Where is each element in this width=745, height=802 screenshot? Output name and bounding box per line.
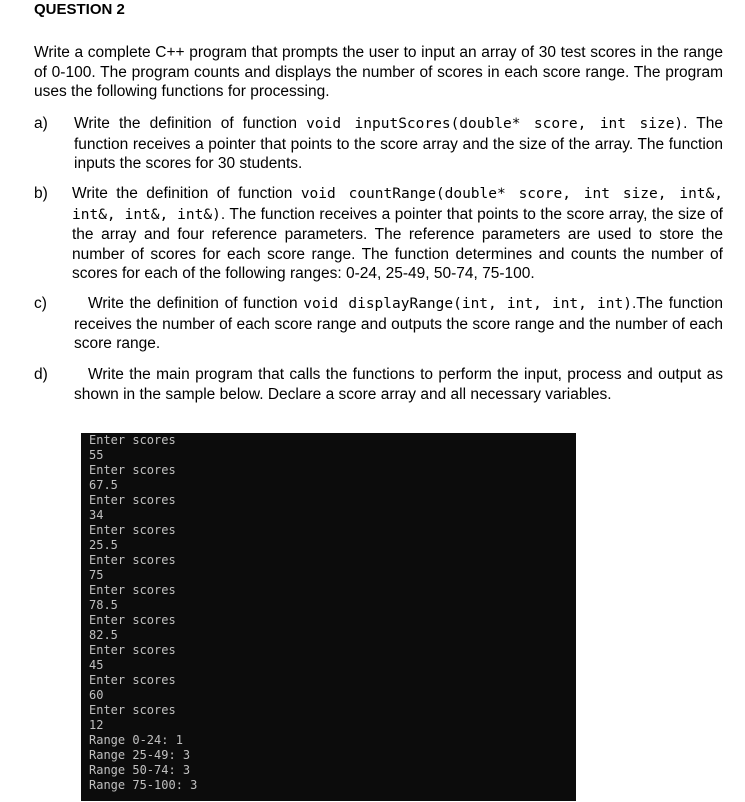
part-d xyxy=(34,365,723,404)
part-b xyxy=(34,184,723,284)
console-line: Enter scores xyxy=(89,433,176,447)
part-body xyxy=(72,184,723,284)
console-line: Enter scores xyxy=(89,493,176,507)
console-line: Enter scores xyxy=(89,643,176,657)
question-heading: QUESTION 2 xyxy=(34,1,125,18)
console-line: Enter scores xyxy=(89,463,176,477)
console-line: Range 25-49: 3 xyxy=(89,748,191,762)
part-text: . The function receives a pointer that points to the score array, the size of the array and four reference parameters. The reference parameters are used to store the number of scores for each score range. The function determines and counts the number of scores for each of the following ranges: 0-24, 25-49, 50-74, 75-100. xyxy=(72,205,723,283)
console-line: 34 xyxy=(89,508,104,522)
console-line: 25.5 xyxy=(89,538,118,552)
part-text: .The function receives the number of each score range and outputs the score range and the number of each score range. xyxy=(74,295,723,353)
part-a xyxy=(34,114,723,174)
console-line: Range 75-100: 3 xyxy=(89,778,198,792)
console-line: 55 xyxy=(89,448,104,462)
part-body xyxy=(74,365,723,404)
function-signature: void countRange(double* score, int size, int&, int&, int&, int&) xyxy=(72,186,723,223)
console-line: Enter scores xyxy=(89,703,176,717)
part-body xyxy=(74,114,723,174)
question-intro: Write a complete C++ program that prompts the user to input an array of 30 test scores in the range of 0-100. The program counts and displays the number of scores in each score range. The program uses the following functions for processing. xyxy=(34,44,723,101)
console-line: Range 50-74: 3 xyxy=(89,763,191,777)
console-line: 75 xyxy=(89,568,104,582)
console-line: Enter scores xyxy=(89,613,176,627)
console-line: 82.5 xyxy=(89,628,118,642)
function-signature: void displayRange(int, int, int, int) xyxy=(303,296,632,312)
console-line: 78.5 xyxy=(89,598,118,612)
part-text: Write the definition of function xyxy=(88,295,304,312)
console-line: 67.5 xyxy=(89,478,118,492)
console-line: Enter scores xyxy=(89,583,176,597)
console-line: Enter scores xyxy=(89,523,176,537)
part-text: Write the definition of function xyxy=(74,115,307,132)
part-marker: b) xyxy=(34,185,48,202)
part-body xyxy=(74,294,723,354)
function-signature: void inputScores(double* score, int size) xyxy=(306,116,684,132)
console-output-screenshot xyxy=(81,433,576,801)
part-marker: c) xyxy=(34,295,47,312)
console-line: 60 xyxy=(89,688,104,702)
part-marker: d) xyxy=(34,366,48,383)
part-marker: a) xyxy=(34,115,48,132)
console-line: Range 0-24: 1 xyxy=(89,733,183,747)
console-line: Enter scores xyxy=(89,553,176,567)
console-line: 45 xyxy=(89,658,104,672)
part-text: Write the main program that calls the functions to perform the input, process and output as shown in the sample below. Declare a score array and all necessary variables. xyxy=(74,366,723,403)
part-text: . The function receives a pointer that points to the score array and the size of the array. The function inputs the scores for 30 students. xyxy=(74,115,723,173)
console-line: Enter scores xyxy=(89,673,176,687)
part-text: Write the definition of function xyxy=(72,185,301,202)
console-line: 12 xyxy=(89,718,104,732)
part-c xyxy=(34,294,723,354)
